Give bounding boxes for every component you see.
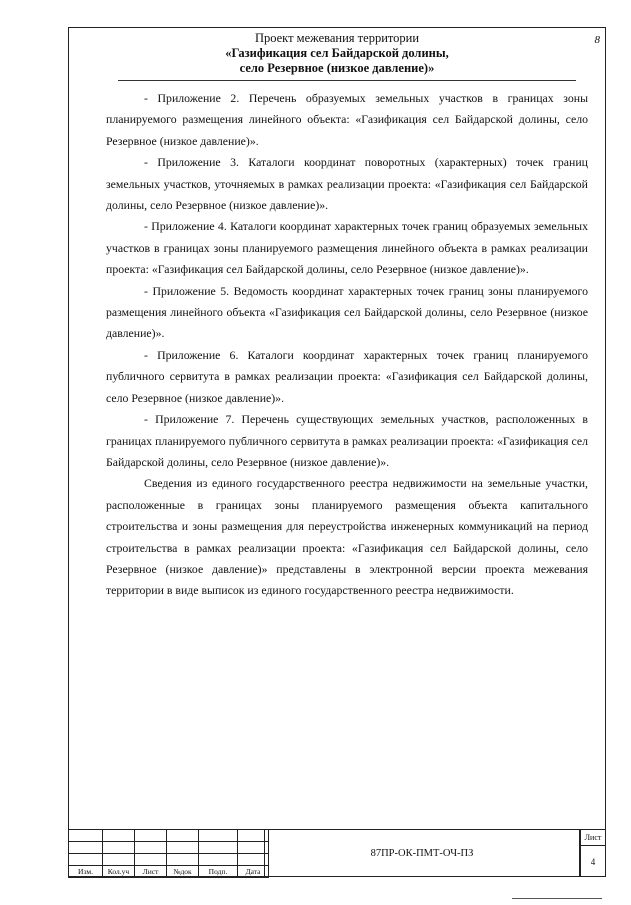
- col-data: Дата: [238, 866, 269, 878]
- document-body: [106, 88, 588, 602]
- header-line-2: «Газификация сел Байдарской долины,: [225, 46, 449, 60]
- revision-table: [68, 829, 269, 878]
- sheet-label: Лист: [581, 830, 605, 846]
- sheet-number: 4: [590, 857, 596, 867]
- paragraph-appendix-3: - Приложение 3. Каталоги координат поворотных (характерных) точек границ земельных участков, уточняемых в рамках реализации проекта: «Газификация сел Байдарской долины, село Резервное (низкое давление)».: [106, 155, 588, 213]
- header-divider: [118, 80, 576, 81]
- header-line-1: Проект межевания территории: [254, 31, 420, 45]
- paragraph-appendix-4: - Приложение 4. Каталоги координат характерных точек границ образуемых земельных участков в границах зоны планируемого размещения линейного объекта в рамках реализации проекта: «Газификация сел Байдарской долины, село Резервное (низкое давление)».: [106, 219, 588, 277]
- paragraph-appendix-7: - Приложение 7. Перечень существующих земельных участков, расположенных в границах планируемого публичного сервитута в рамках реализации проекта: «Газификация сел Байдарской долины, село Резервное (низкое давление)».: [106, 412, 588, 469]
- col-kol-uch: Кол.уч: [103, 866, 135, 878]
- paragraph-appendix-2: - Приложение 2. Перечень образуемых земельных участков в границах зоны планируемого размещения линейного объекта: «Газификация сел Байдарской долины, село Резервное (низкое давление)».: [106, 91, 588, 148]
- document-header: [68, 31, 606, 76]
- paragraph-appendix-5: - Приложение 5. Ведомость координат характерных точек границ зоны планируемого размещения линейного объекта «Газификация сел Байдарской долины, село Резервное (низкое давление)».: [106, 283, 588, 341]
- page-number: 8: [594, 34, 600, 46]
- col-izm: Изм.: [69, 866, 103, 878]
- paragraph-appendix-6: - Приложение 6. Каталоги координат характерных точек границ планируемого публичного сервитута в рамках реализации проекта: «Газификация сел Байдарской долины, село Резервное (низкое давление)».: [106, 347, 588, 405]
- col-podp: Подп.: [199, 866, 238, 878]
- title-block: [68, 829, 606, 877]
- col-ndok: №док: [167, 866, 199, 878]
- paragraph-egrn-info: Сведения из единого государственного реестра недвижимости на земельные участки, расположенные в границах зоны планируемого размещения объекта капитального строительства и зоны размещения для переустройства инженерных коммуникаций на период строительства в рамках реализации проекта: «Газификация сел Байдарской долины, село Резервное (низкое давление)» представлены в электронной версии проекта межевания территории в виде выписок из единого государственного реестра недвижимости.: [106, 476, 588, 598]
- scan-mark: [512, 898, 602, 899]
- document-code: 87ПР-ОК-ПМТ-ОЧ-ПЗ: [264, 829, 580, 877]
- col-list: Лист: [135, 866, 167, 878]
- sheet-box: [580, 829, 606, 877]
- header-line-3: село Резервное (низкое давление)»: [239, 61, 435, 75]
